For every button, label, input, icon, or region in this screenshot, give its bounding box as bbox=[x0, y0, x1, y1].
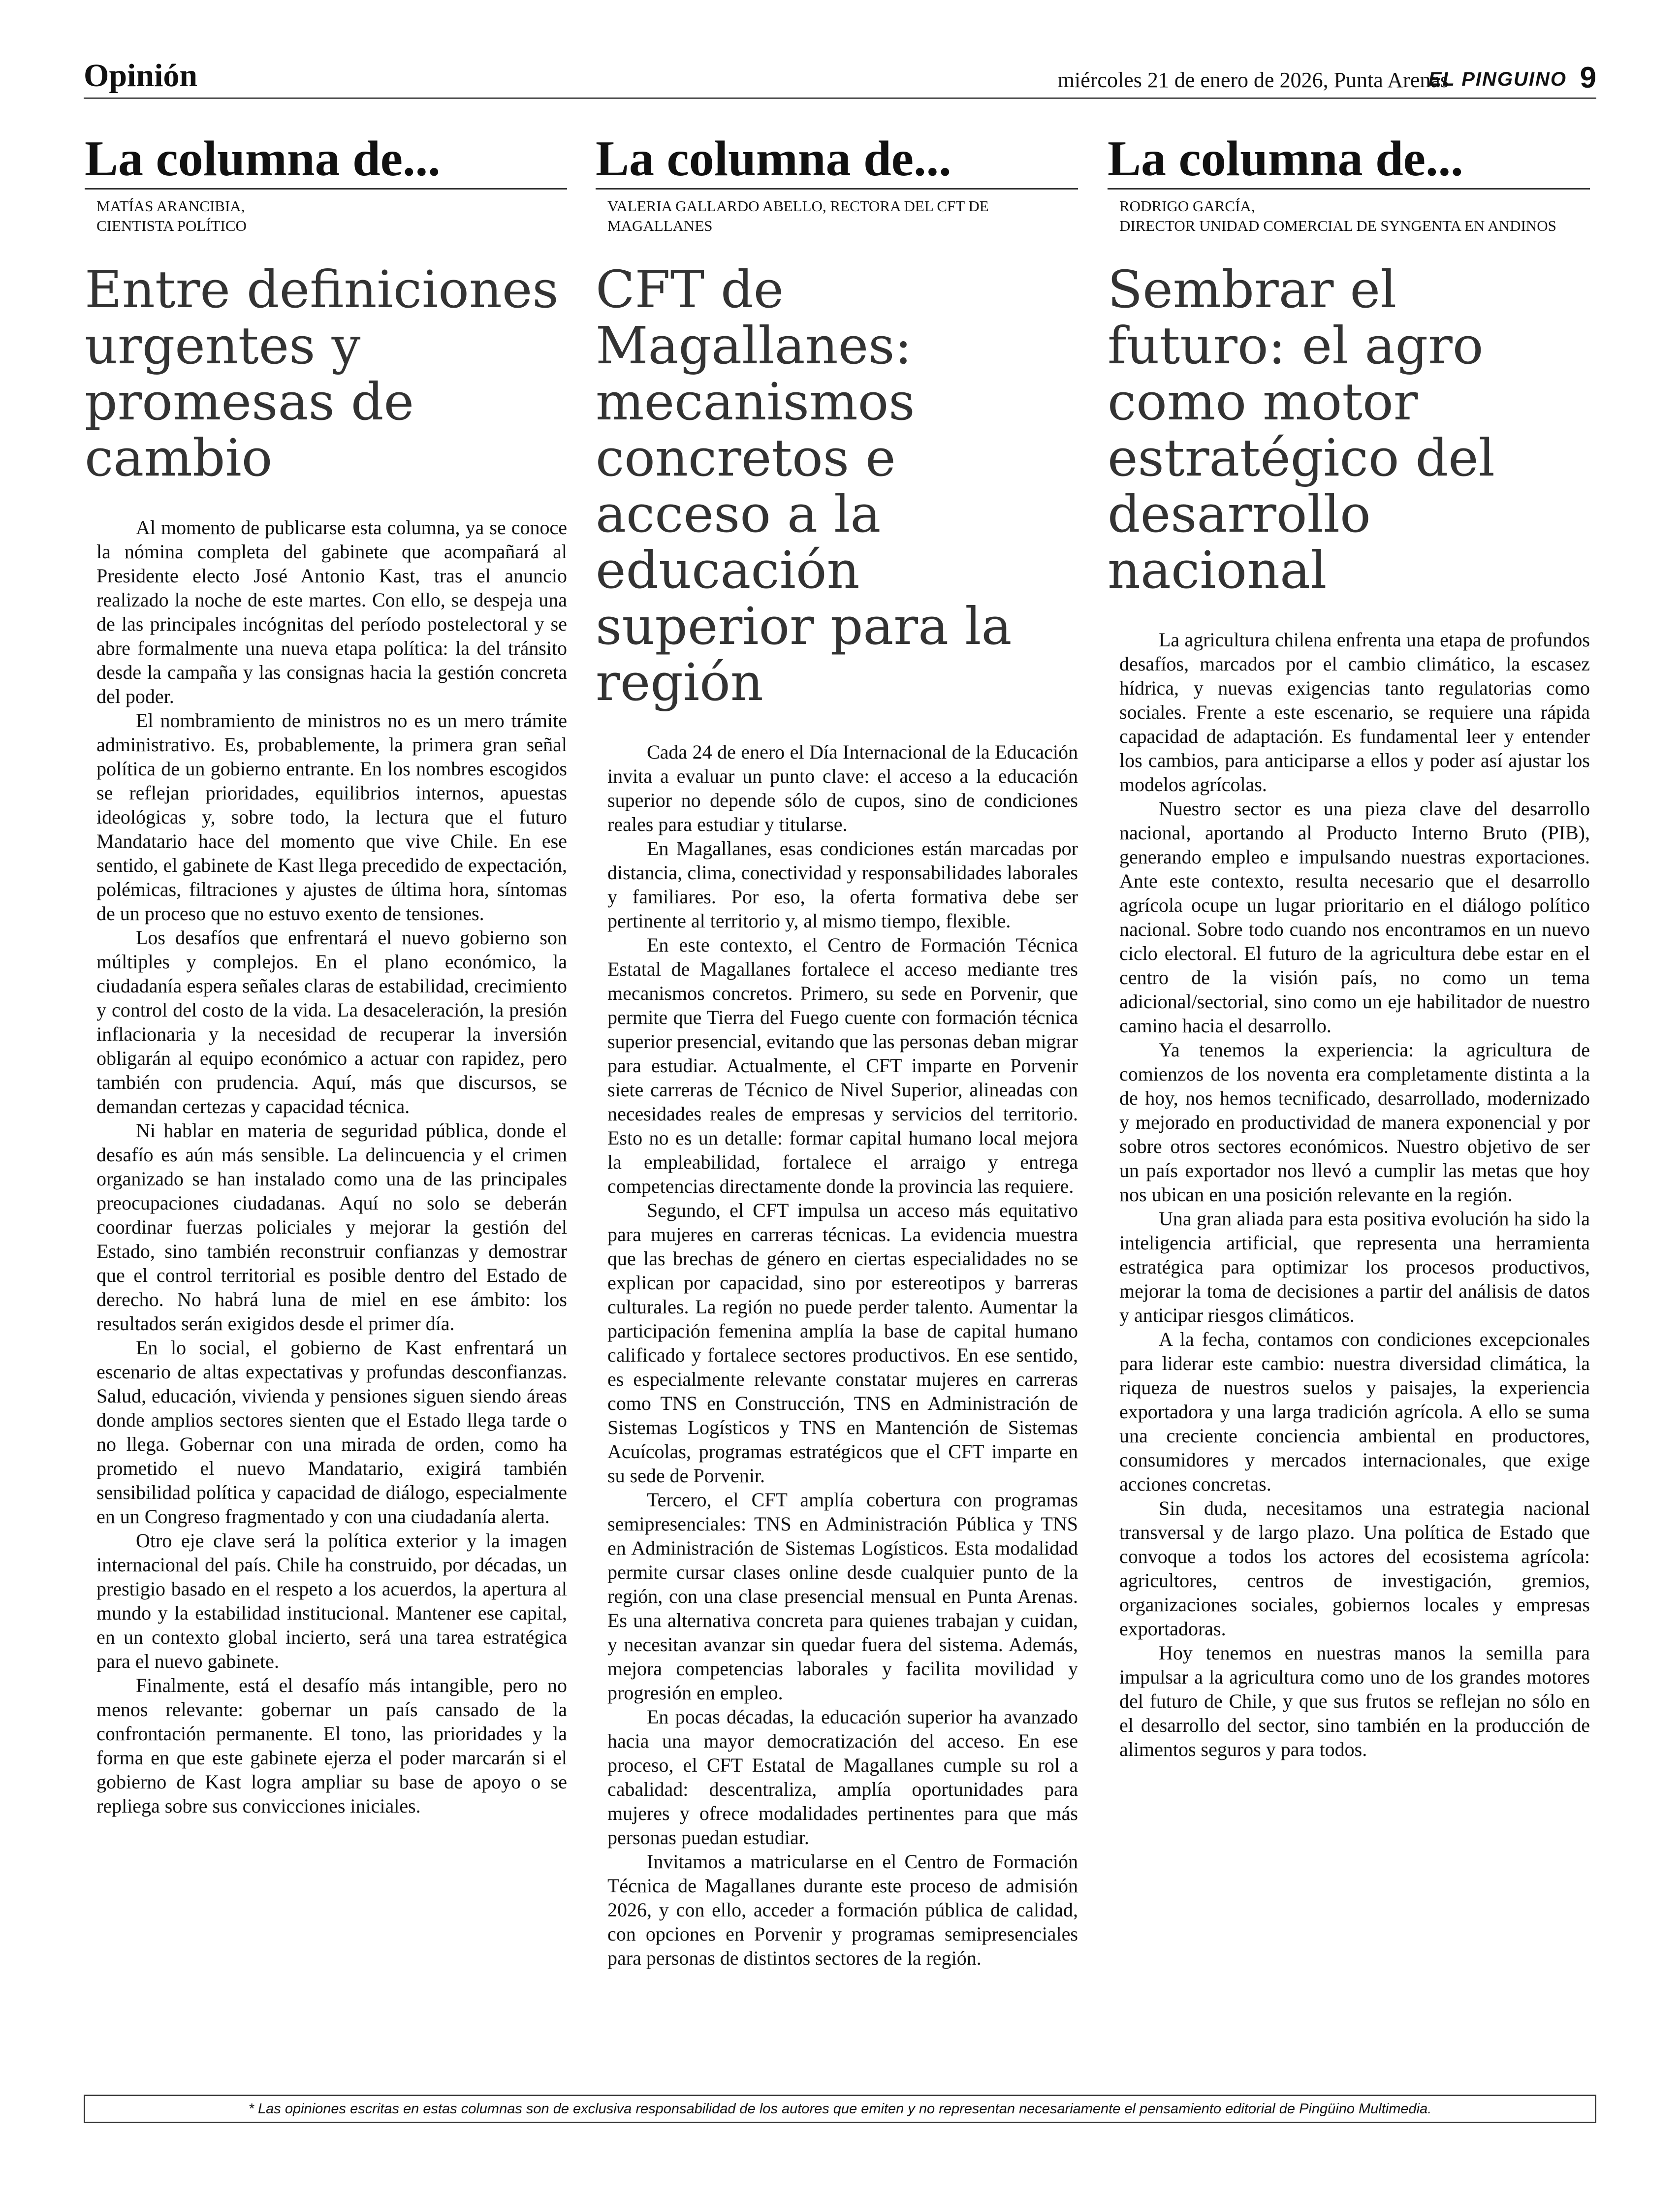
paragraph: Invitamos a matricularse en el Centro de Formación Técnica de Magallanes durante este proceso de admisión 2026, y con ello, acceder a formación pública de calidad, con opciones en Porvenir y programas semipresenciales para personas de distintos sectores de la región. bbox=[607, 1850, 1078, 1969]
byline bbox=[607, 196, 1078, 236]
paragraph: En Magallanes, esas condiciones están marcadas por distancia, clima, conectividad y responsabilidades laborales y familiares. Por eso, la oferta formativa debe ser pertinente al territorio y, al mismo tiempo, flexible. bbox=[607, 837, 1078, 932]
article-body bbox=[1119, 628, 1590, 1761]
paragraph: Tercero, el CFT amplía cobertura con programas semipresenciales: TNS en Administración Pública y TNS en Administración de Sistemas Logísticos. Esta modalidad permite cursar clases online desde cualquier punto de la región, con una clase presencial mensual en Punta Arenas. Es una alternativa concreta para quienes trabajan y cuidan, y necesitan avanzar sin quedar fuera del sistema. Además, mejora competencias laborales y facilita movilidad y progresión en empleo. bbox=[607, 1489, 1078, 1704]
author-name: VALERIA GALLARDO ABELLO, RECTORA DEL CFT DE bbox=[607, 197, 989, 215]
paragraph: Una gran aliada para esta positiva evolución ha sido la inteligencia artificial, que representa una herramienta estratégica para optimizar los procesos productivos, mejorar la toma de decisiones a partir del análisis de datos y anticipar riesgos climáticos. bbox=[1119, 1208, 1590, 1326]
paragraph: Al momento de publicarse esta columna, ya se conoce la nómina completa del gabinete que acompañará al Presidente electo José Antonio Kast, tras el anuncio realizado la noche de este martes. Con ello, se despeja una de las principales incógnitas del período postelectoral y se abre formalmente una nueva etapa política: la del tránsito desde la campaña y las consignas hacia la gestión concreta del poder. bbox=[96, 516, 567, 707]
byline bbox=[96, 196, 567, 236]
byline bbox=[1119, 196, 1590, 236]
paragraph: Ya tenemos la experiencia: la agricultura de comienzos de los noventa era completamente distinta a la de hoy, nos hemos tecnificado, desarrollado, modernizado y mejorado en productividad de manera exponencial y por sobre otros sectores económicos. Nuestro objetivo de ser un país exportador nos llevó a cumplir las metas que hoy nos ubican en una posición relevante en la región. bbox=[1119, 1039, 1590, 1206]
paragraph: En lo social, el gobierno de Kast enfrentará un escenario de altas expectativas y profundas desconfianzas. Salud, educación, vivienda y pensiones siguen siendo áreas donde amplios sectores sienten que el Estado llega tarde o no llega. Gobernar con una mirada de orden, como ha prometido el nuevo Mandatario, exigirá también sensibilidad política y capacidad de diálogo, especialmente en un Congreso fragmentado y con una ciudadanía alerta. bbox=[96, 1337, 567, 1528]
opinion-column-3 bbox=[1108, 132, 1590, 1761]
paragraph: Otro eje clave será la política exterior y la imagen internacional del país. Chile ha construido, por décadas, un prestigio basado en el respeto a los acuerdos, la apertura al mundo y la estabilidad institucional. Mantener ese capital, en un contexto global incierto, será una tarea estratégica para el nuevo gabinete. bbox=[96, 1529, 567, 1672]
opinion-column-1 bbox=[85, 132, 567, 1818]
article-headline: Sembrar el futuro: el agro como motor estratégico del desarrollo nacional bbox=[1108, 259, 1495, 600]
paragraph: La agricultura chilena enfrenta una etapa de profundos desafíos, marcados por el cambio climático, la escasez hídrica, y nuevas exigencias tanto regulatorias como sociales. Frente a este escenario, se requiere una rápida capacidad de adaptación. Es fundamental leer y entender los cambios, para anticiparse a ellos y poder así ajustar los modelos agrícolas. bbox=[1119, 629, 1590, 796]
column-label: La columna de... bbox=[1108, 132, 1590, 190]
article-headline: CFT de Magallanes: mecanismos concretos e acceso a la educación superior para la región bbox=[596, 259, 1012, 712]
page-number: 9 bbox=[1580, 61, 1596, 94]
author-role: DIRECTOR UNIDAD COMERCIAL DE SYNGENTA EN ANDINOS bbox=[1119, 217, 1556, 234]
author-role: CIENTISTA POLÍTICO bbox=[96, 217, 247, 234]
section-label: Opinión bbox=[84, 58, 198, 94]
paragraph: Hoy tenemos en nuestras manos la semilla para impulsar a la agricultura como uno de los grandes motores del futuro de Chile, y que sus frutos se reflejan no sólo en el desarrollo del sector, sino también en la producción de alimentos seguros y para todos. bbox=[1119, 1642, 1590, 1760]
page-header bbox=[84, 60, 1596, 99]
article-body bbox=[96, 515, 567, 1818]
paragraph: Sin duda, necesitamos una estrategia nacional transversal y de largo plazo. Una política de Estado que convoque a todos los actores del ecosistema agrícola: agricultores, centros de investigación, gremios, organizaciones sociales, gobiernos locales y empresas exportadoras. bbox=[1119, 1497, 1590, 1640]
footer-disclaimer: * Las opiniones escritas en estas columnas son de exclusiva responsabilidad de los autores que emiten y no representan necesariamente el pensamiento editorial de Pingüino Multimedia. bbox=[84, 2095, 1596, 2123]
opinion-column-2 bbox=[596, 132, 1078, 1970]
column-label: La columna de... bbox=[85, 132, 567, 190]
author-name: MATÍAS ARANCIBIA, bbox=[96, 197, 245, 215]
paragraph: El nombramiento de ministros no es un mero trámite administrativo. Es, probablemente, la primera gran señal política de un gobierno entrante. En los nombres escogidos se reflejan prioridades, equilibrios internos, apuestas ideológicas y, sobre todo, la lectura que el futuro Mandatario hace del momento que vive Chile. En ese sentido, el gabinete de Kast llega precedido de expectación, polémicas, filtraciones y ajustes de última hora, síntomas de un proceso que no estuvo exento de tensiones. bbox=[96, 709, 567, 924]
paragraph: Cada 24 de enero el Día Internacional de la Educación invita a evaluar un punto clave: el acceso a la educación superior no depende sólo de cupos, sino de condiciones reales para estudiar y titularse. bbox=[607, 741, 1078, 835]
dateline: miércoles 21 de enero de 2026, Punta Arenas bbox=[1057, 68, 1449, 92]
paragraph: En pocas décadas, la educación superior ha avanzado hacia una mayor democratización del acceso. En ese proceso, el CFT Estatal de Magallanes cumple su rol a cabalidad: descentraliza, amplía oportunidades para mujeres y ofrece modalidades pertinentes para que más personas puedan estudiar. bbox=[607, 1706, 1078, 1848]
paragraph: Finalmente, está el desafío más intangible, pero no menos relevante: gobernar un país cansado de la confrontación permanente. El tono, las prioridades y la forma en que este gabinete ejerza el poder marcarán si el gobierno de Kast logra ampliar su base de apoyo o se repliega sobre sus convicciones iniciales. bbox=[96, 1674, 567, 1817]
author-role: MAGALLANES bbox=[607, 217, 713, 234]
paragraph: Segundo, el CFT impulsa un acceso más equitativo para mujeres en carreras técnicas. La evidencia muestra que las brechas de género en ciertas especialidades no se explican por capacidad, sino por estereotipos y barreras culturales. La región no puede perder talento. Aumentar la participación femenina amplía la base de capital humano calificado y fortalece sectores productivos. En ese sentido, es especialmente relevante constatar mujeres en carreras como TNS en Construcción, TNS en Administración de Sistemas Logísticos y TNS en Mantención de Sistemas Acuícolas, programas estratégicos que el CFT imparte en su sede de Porvenir. bbox=[607, 1199, 1078, 1487]
article-body bbox=[607, 740, 1078, 1970]
paragraph: En este contexto, el Centro de Formación Técnica Estatal de Magallanes fortalece el acceso mediante tres mecanismos concretos. Primero, su sede en Porvenir, que permite que Tierra del Fuego cuente con formación técnica superior presencial, evitando que las personas deban migrar para estudiar. Actualmente, el CFT imparte en Porvenir siete carreras de Técnico de Nivel Superior, alineadas con necesidades reales de empresas y servicios del territorio. Esto no es un detalle: formar capital humano local mejora la empleabilidad, fortalece el arraigo y entrega competencias directamente donde la provincia las requiere. bbox=[607, 934, 1078, 1197]
author-name: RODRIGO GARCÍA, bbox=[1119, 197, 1255, 215]
paragraph: A la fecha, contamos con condiciones excepcionales para liderar este cambio: nuestra diversidad climática, la riqueza de nuestros suelos y paisajes, la experiencia exportadora y una larga tradición agrícola. A ello se suma una creciente conciencia ambiental en productores, consumidores y mercados internacionales, que exige acciones concretas. bbox=[1119, 1328, 1590, 1495]
paragraph: Nuestro sector es una pieza clave del desarrollo nacional, aportando al Producto Interno Bruto (PIB), generando empleo e impulsando nuestras exportaciones. Ante este contexto, resulta necesario que el desarrollo agrícola ocupe un lugar prioritario en el diálogo político nacional. Sobre todo cuando nos encontramos en un nuevo ciclo electoral. El futuro de la agricultura debe estar en el centro de la visión país, no como un tema adicional/sectorial, sino como un eje habilitador de nuestro camino hacia el desarrollo. bbox=[1119, 797, 1590, 1037]
brand-logo: EL PINGUINO bbox=[1428, 68, 1567, 90]
article-headline: Entre definiciones urgentes y promesas de cambio bbox=[85, 259, 559, 488]
column-label: La columna de... bbox=[596, 132, 1078, 190]
paragraph: Ni hablar en materia de seguridad pública, donde el desafío es aún más sensible. La delincuencia y el crimen organizado se han instalado como una de las principales preocupaciones ciudadanas. Aquí no solo se deberán coordinar fuerzas policiales y mejorar la gestión del Estado, sino también reconstruir confianzas y demostrar que el control territorial es posible dentro del Estado de derecho. No habrá luna de miel en ese ámbito: los resultados serán exigidos desde el primer día. bbox=[96, 1119, 567, 1335]
paragraph: Los desafíos que enfrentará el nuevo gobierno son múltiples y complejos. En el plano económico, la ciudadanía espera señales claras de estabilidad, crecimiento y control del costo de la vida. La desaceleración, la presión inflacionaria y la necesidad de recuperar la inversión obligarán al equipo económico a actuar con rapidez, pero también con prudencia. Aquí, más que discursos, se demandan certezas y capacidad técnica. bbox=[96, 926, 567, 1117]
